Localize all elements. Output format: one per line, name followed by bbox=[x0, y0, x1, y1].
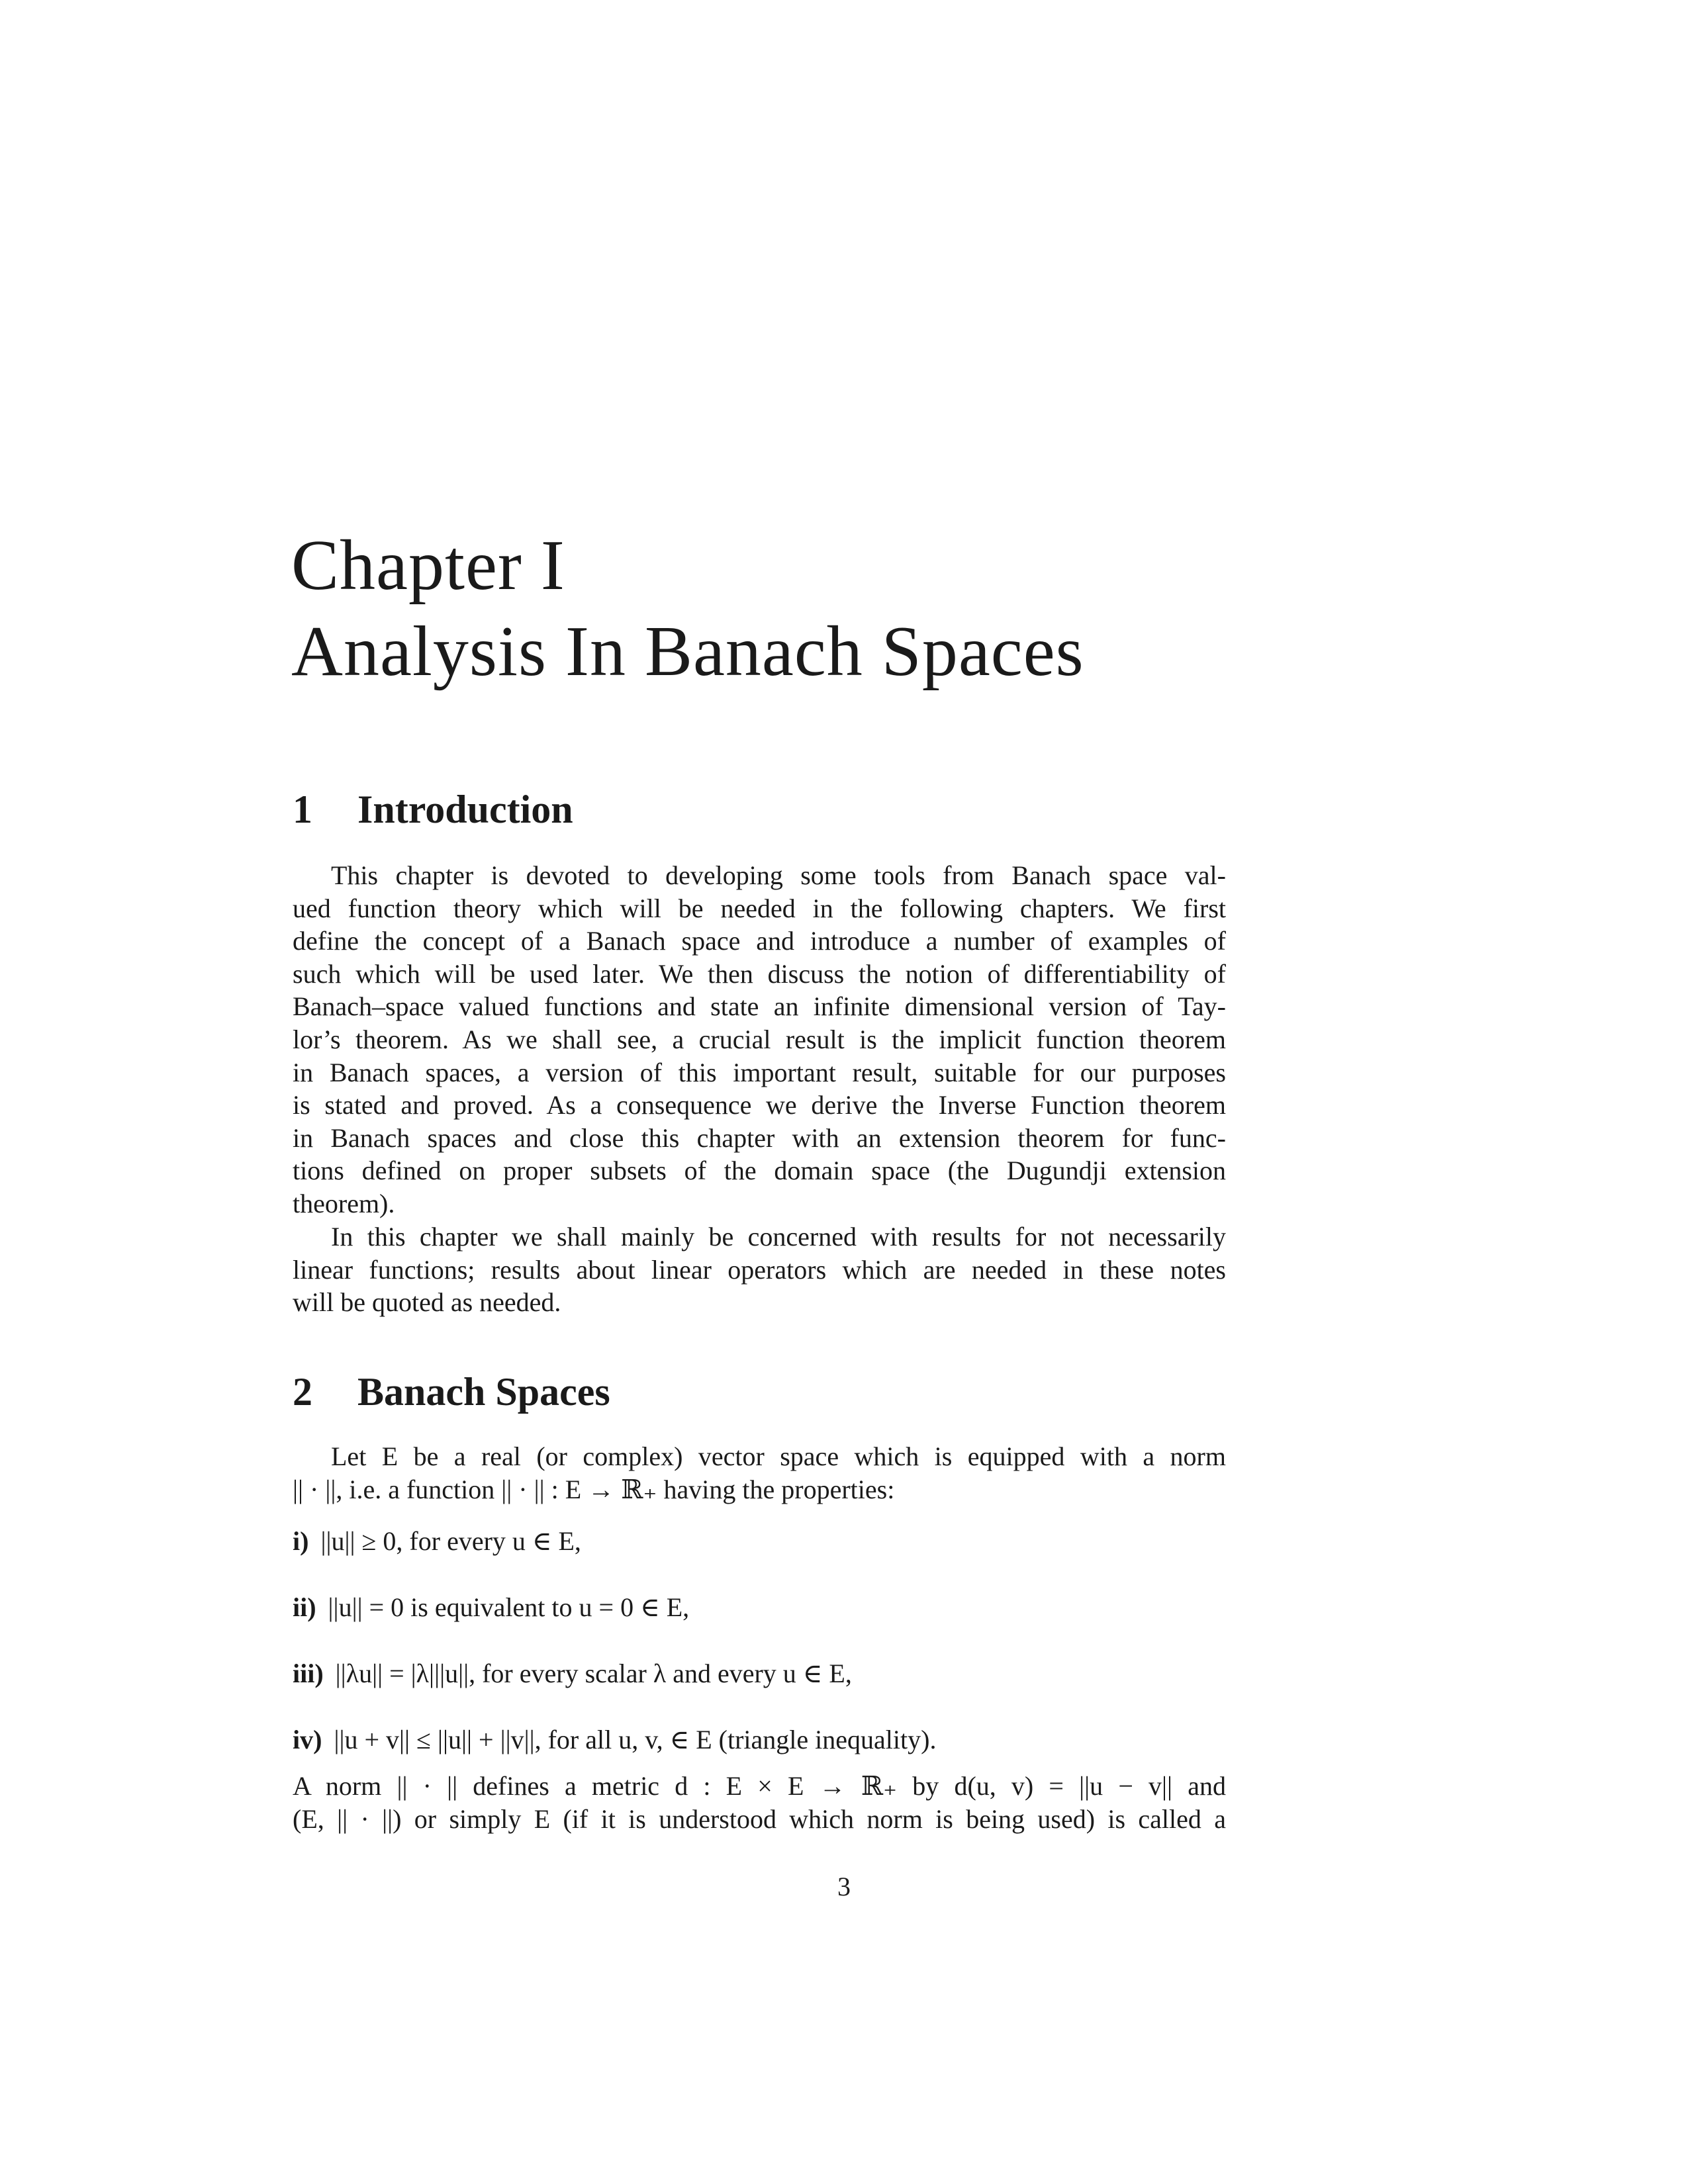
text-line: define the concept of a Banach space and introduce a number of examples of bbox=[293, 926, 1226, 956]
page-number: 3 bbox=[837, 1872, 851, 1901]
property-text: ||u + v|| ≤ ||u|| + ||v||, for all u, v, ∈ E (triangle inequality). bbox=[334, 1725, 937, 1754]
text-line: Banach–space valued functions and state an infinite dimensional version of Tay- bbox=[293, 991, 1226, 1022]
section-heading-introduction bbox=[293, 786, 573, 833]
introduction-paragraph-2 bbox=[293, 1220, 1226, 1319]
property-text: ||u|| = 0 is equivalent to u = 0 ∈ E, bbox=[328, 1592, 690, 1622]
property-label: iv) bbox=[293, 1725, 322, 1754]
norm-metric-paragraph bbox=[293, 1770, 1226, 1835]
property-item bbox=[293, 1525, 581, 1558]
chapter-title bbox=[291, 523, 1417, 695]
text-line: linear functions; results about linear operators which are needed in these notes bbox=[293, 1254, 1226, 1285]
property-label: i) bbox=[293, 1526, 309, 1556]
text-line: In this chapter we shall mainly be concerned with results for not necessarily bbox=[331, 1222, 1226, 1251]
text-line: (E, || · ||) or simply E (if it is understood which norm is being used) is called a bbox=[293, 1803, 1226, 1834]
chapter-label: Chapter I bbox=[291, 526, 565, 605]
text-line: tions defined on proper subsets of the domain space (the Dugundji extension bbox=[293, 1156, 1226, 1186]
section-title: Introduction bbox=[357, 788, 573, 831]
section-title: Banach Spaces bbox=[357, 1370, 610, 1414]
text-line: This chapter is devoted to developing some tools from Banach space val- bbox=[331, 860, 1226, 890]
banach-intro-paragraph bbox=[293, 1440, 1226, 1506]
text-line: || · ||, i.e. a function || · || : E → ℝ₊ having the properties: bbox=[293, 1474, 895, 1504]
property-item bbox=[293, 1723, 936, 1756]
section-number: 2 bbox=[293, 1370, 312, 1414]
property-label: ii) bbox=[293, 1592, 316, 1622]
section-heading-banach-spaces bbox=[293, 1369, 610, 1415]
property-label: iii) bbox=[293, 1659, 324, 1688]
text-line: lor’s theorem. As we shall see, a crucial result is the implicit function theorem bbox=[293, 1024, 1226, 1054]
text-line: in Banach spaces, a version of this important result, suitable for our purposes bbox=[293, 1057, 1226, 1087]
text-line: such which will be used later. We then discuss the notion of differentiability of bbox=[293, 958, 1226, 989]
text-line: will be quoted as needed. bbox=[293, 1287, 561, 1318]
text-line: A norm || · || defines a metric d : E × E → ℝ₊ by d(u, v) = ||u − v|| and bbox=[293, 1771, 1226, 1801]
text-line: theorem). bbox=[293, 1188, 395, 1218]
introduction-paragraph-1 bbox=[293, 859, 1226, 1220]
text-line: in Banach spaces and close this chapter with an extension theorem for func- bbox=[293, 1122, 1226, 1153]
property-text: ||u|| ≥ 0, for every u ∈ E, bbox=[320, 1526, 581, 1556]
chapter-name: Analysis In Banach Spaces bbox=[291, 612, 1084, 691]
property-item bbox=[293, 1657, 852, 1690]
property-text: ||λu|| = |λ|||u||, for every scalar λ and every u ∈ E, bbox=[335, 1659, 852, 1688]
text-line: Let E be a real (or complex) vector space which is equipped with a norm bbox=[331, 1441, 1226, 1471]
property-item bbox=[293, 1591, 689, 1624]
text-line: is stated and proved. As a consequence we derive the Inverse Function theorem bbox=[293, 1090, 1226, 1120]
text-line: ued function theory which will be needed in the following chapters. We first bbox=[293, 893, 1226, 923]
section-number: 1 bbox=[293, 788, 312, 831]
